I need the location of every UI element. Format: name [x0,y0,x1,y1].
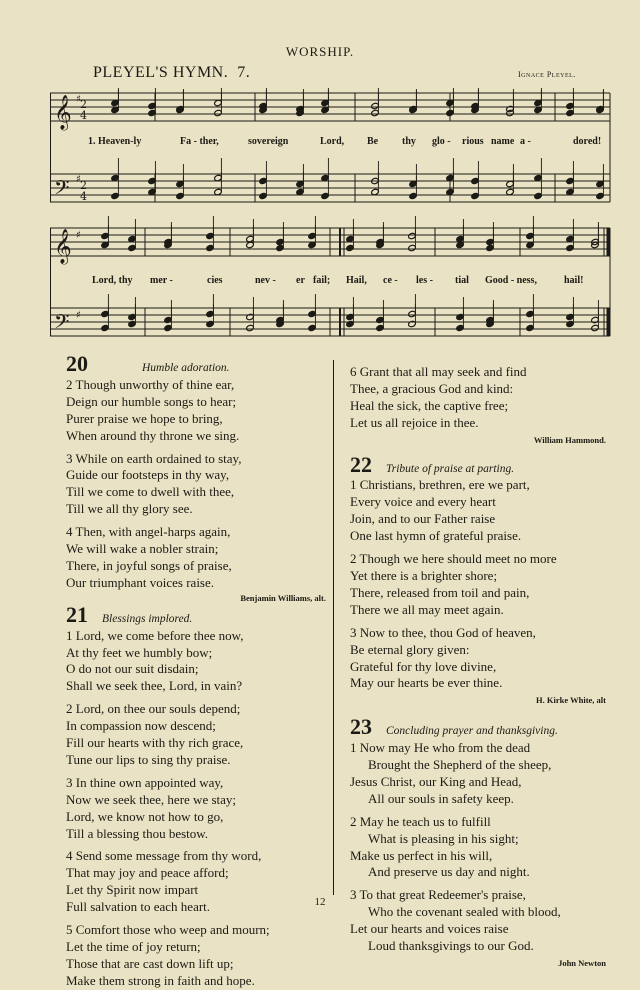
hymn-21-stanzas [66,628,326,990]
stanza-line: And preserve us day and night. [368,864,530,880]
stanza-line: 2 Though we here should meet no more [350,551,557,567]
stanza-line: 3 Now to thee, thou God of heaven, [350,624,536,640]
column-divider [333,360,334,895]
hymn-21-continuation [350,364,606,432]
stanza-line: Now we seek thee, here we stay; [66,791,237,807]
stanza-line: Who the covenant sealed with blood, [368,904,561,920]
stanza-line: Heal the sick, the captive free; [350,397,509,413]
stanza-line: 2 May he teach us to fulfill [350,813,491,829]
stanza [350,740,606,808]
hymn-22-attribution: H. Kirke White, alt [536,695,606,706]
hymn-number: 22 [350,451,372,477]
hymn-20-attribution: Benjamin Williams, alt. [240,592,326,603]
stanza [350,551,606,619]
music-symbol: 4 [80,109,87,122]
hymn-23-attribution: John Newton [558,958,606,968]
stanza-line: That may joy and peace afford; [66,865,229,881]
music-symbol: 𝄢 [54,176,70,204]
stanza-line: O do not our suit disdain; [66,661,199,677]
stanza-line: There, in joyful songs of praise, [66,557,232,573]
stanza-line: May our hearts be ever thine. [350,675,503,691]
hymn-21-attribution: William Hammond. [533,434,606,445]
stanza-line: 2 Though unworthy of thine ear, [66,376,235,392]
lyric-syllable: Good - ness, [485,275,537,286]
stanza [66,922,326,990]
lyric-syllable: name [491,136,515,147]
stanza-line: When around thy throne we sing. [66,427,240,443]
stanza-line: Join, and to our Father raise [350,511,496,527]
stanza-line: 3 While on earth ordained to stay, [66,450,242,466]
lyric-syllable: rious [462,136,484,147]
stanza [350,814,606,882]
stanza-line: 2 Lord, on thee our souls depend; [66,701,241,717]
hymn-20-stanzas [66,377,326,592]
hymn-22-heading [350,451,606,478]
stanza [66,701,326,769]
lyric-syllable: mer - [150,275,173,286]
composer-name: Ignace Pleyel. [518,70,576,79]
hymn-21-heading [66,601,326,628]
stanza-line: 1 Lord, we come before thee now, [66,627,244,643]
hymn-tune-title [93,64,250,82]
lyric-syllable: les - [416,275,433,286]
stanza-line: Shall we seek thee, Lord, in vain? [66,678,243,694]
lyric-syllable: Lord, thy [92,275,133,286]
stanza-line: Guide our footsteps in thy way, [66,467,230,483]
stanza-line: 3 In thine own appointed way, [66,774,224,790]
stanza-line: Full salvation to each heart. [66,899,211,915]
stanza-line: Our triumphant voices raise. [66,574,215,590]
stanza [66,377,326,445]
stanza-line: Till we all thy glory see. [66,501,193,517]
stanza-line: Grateful for thy love divine, [350,658,497,674]
lyric-syllable: 1. Heaven-ly [88,136,142,147]
stanza-line: At thy feet we humbly bow; [66,644,213,660]
lyric-syllable: cies [207,275,223,286]
stanza [350,625,606,693]
hymn-22-stanzas [350,477,606,692]
stanza-line: Till a blessing thou bestow. [66,825,209,841]
stanza [350,477,606,545]
tune-name: PLEYEL'S HYMN. [93,64,229,81]
hymn-subtitle: Humble adoration. [142,362,230,374]
lyric-syllable: Hail, [346,275,367,286]
stanza-line: 6 Grant that all may seek and find [350,364,527,379]
stanza-line: 1 Christians, brethren, ere we part, [350,477,530,493]
hymn-20-heading [66,351,326,377]
stanza-line: In compassion now descend; [66,718,216,734]
stanza [66,524,326,592]
music-symbol: 2 [80,98,87,111]
hymn-subtitle: Blessings implored. [102,612,193,625]
music-symbol: 𝄢 [54,310,70,338]
stanza-line: Jesus Christ, our King and Head, [350,773,522,789]
section-header: WORSHIP. [285,44,355,59]
stanza [66,451,326,519]
hymn-23-stanzas [350,740,606,955]
stanza-line: Yet there is a brighter shore; [350,567,498,583]
stanza-line: There, released from toil and pain, [350,584,530,600]
lyric-syllable: glo - [432,136,451,147]
stanza [66,628,326,696]
music-symbol: 4 [80,190,87,203]
stanza-line: Make us perfect in his will, [350,847,493,863]
lyric-syllable: Fa - ther, [180,136,219,147]
stanza-line: Tune our lips to sing thy praise. [66,751,231,767]
stanza-line: Let our hearts and voices raise [350,921,509,937]
stanza-line: There we all may meet again. [350,601,504,617]
left-column [66,351,326,990]
stanza-line: 5 Comfort those who weep and mourn; [66,922,270,938]
lyric-syllable: ce - [383,275,398,286]
music-symbol: 𝄞 [54,229,72,264]
stanza-line: One last hymn of grateful praise. [350,528,522,544]
hymn-subtitle: Concluding prayer and thanksgiving. [386,725,558,738]
stanza-line: Fill our hearts with thy rich grace, [66,735,244,751]
stanza-line: 3 To that great Redeemer's praise, [350,887,526,903]
stanza-line: 1 Now may He who from the dead [350,740,531,756]
lyric-syllable: nev - [255,275,276,286]
stanza-line: Be eternal glory given: [350,641,470,657]
lyric-syllable: dored! [573,136,602,147]
stanza-line: Let thy Spirit now impart [66,882,199,898]
stanza [66,775,326,843]
stanza-line: 4 Then, with angel-harps again, [66,524,231,540]
stanza-line: Let the time of joy return; [66,939,201,954]
lyric-syllable: tial [455,275,469,286]
music-symbol: ♯ [76,230,81,241]
stanza-line: Purer praise we hope to bring, [66,410,223,426]
stanza-line: Those that are cast down lift up; [66,955,234,971]
tune-meter: 7. [237,64,251,81]
lyric-syllable: sovereign [248,136,289,147]
lyric-syllable: Be [367,136,379,147]
hymn-subtitle: Tribute of praise at parting. [386,462,515,475]
stanza-line: Every voice and every heart [350,494,496,510]
music-symbol: 2 [80,179,87,192]
music-symbol: ♯ [76,310,81,321]
music-score [50,88,615,358]
page-number: 12 [314,896,326,908]
hymn-number: 21 [66,601,88,627]
stanza-line: Till we come to dwell with thee, [66,484,235,500]
stanza-line: 4 Send some message from thy word, [66,848,262,864]
lyric-syllable: fail; [313,275,331,286]
hymn-23-heading [350,714,606,740]
stanza [350,364,606,432]
stanza-line: Brought the Shepherd of the sheep, [368,757,552,773]
music-symbol: ♯ [76,174,81,185]
stanza-line: Thee, a gracious God and kind: [350,380,514,396]
stanza-line: All our souls in safety keep. [368,790,514,806]
hymn-number: 20 [66,351,88,376]
lyric-syllable: a - [520,136,531,147]
stanza-line: Make them strong in faith and hope. [66,972,255,988]
right-column [350,364,606,972]
stanza-line: Loud thanksgivings to our God. [368,938,534,954]
stanza-line: Deign our humble songs to hear; [66,393,237,409]
music-symbol: ♯ [76,94,81,105]
stanza-line: We will wake a nobler strain; [66,541,219,557]
stanza-line: What is pleasing in his sight; [368,830,519,846]
lyric-syllable: er [296,275,305,286]
lyric-syllable: thy [402,136,416,147]
lyric-syllable: Lord, [320,136,345,147]
music-symbol: 𝄞 [54,95,72,130]
stanza-line: Let us all rejoice in thee. [350,414,479,430]
lyric-syllable: hail! [564,275,584,286]
stanza-line: Lord, we know not how to go, [66,808,224,824]
hymn-number: 23 [350,714,372,740]
